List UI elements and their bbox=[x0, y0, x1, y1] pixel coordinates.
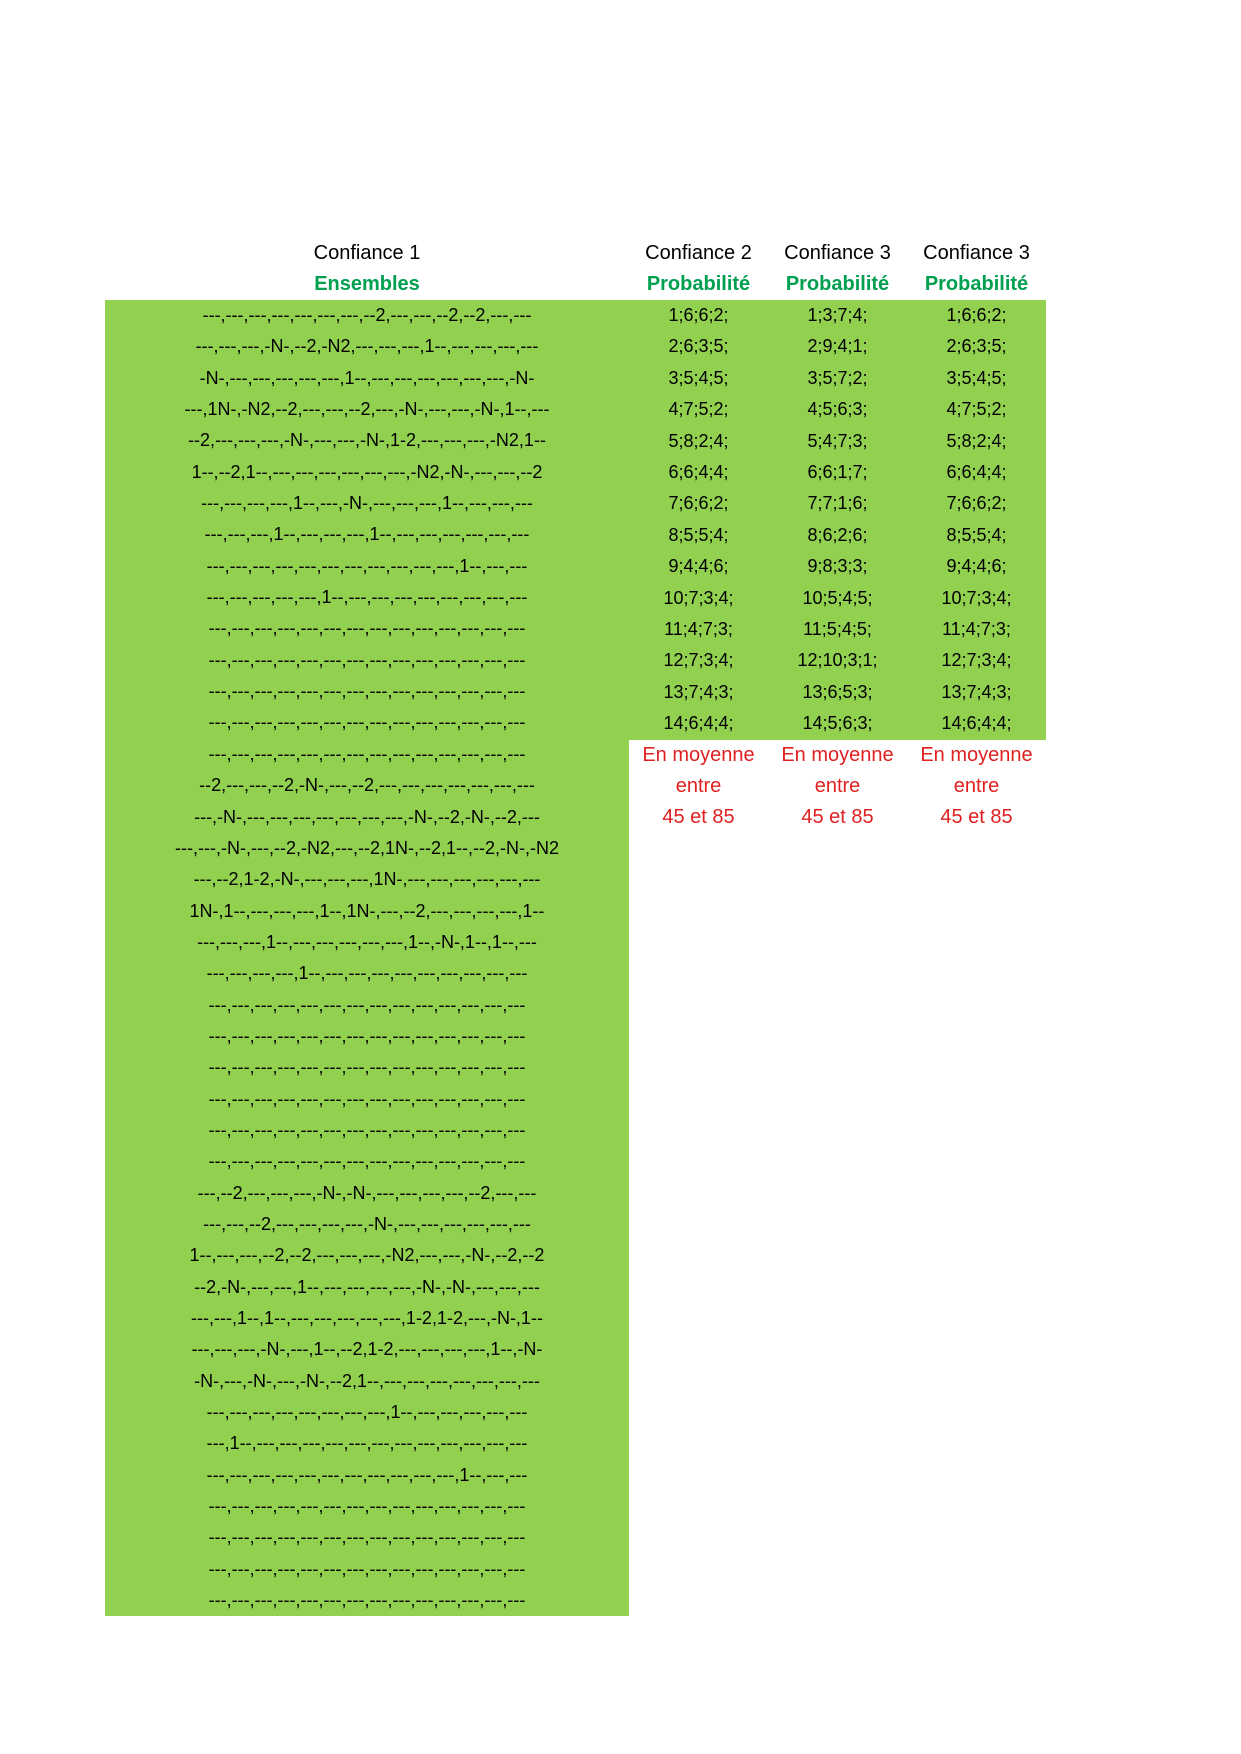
col4-subheader: Probabilité bbox=[924, 273, 1029, 295]
probabilite-cell: 3;5;7;2; bbox=[807, 367, 868, 388]
probabilite-cell: 10;7;3;4; bbox=[941, 587, 1012, 608]
ensemble-row: ---,1--,---,---,---,---,---,---,---,---,---,---,---,--- bbox=[206, 1433, 528, 1454]
ensemble-row: ---,---,---,---,---,---,---,---,---,---,---,---,---,--- bbox=[208, 1057, 526, 1078]
ensemble-row: --2,---,---,---,-N-,---,---,-N-,1-2,---,---,---,-N2,1-- bbox=[188, 430, 546, 451]
ensemble-row: ---,---,---,-N-,--2,-N2,---,---,---,1--,---,---,---,--- bbox=[195, 336, 539, 357]
ensemble-row: ---,1N-,-N2,--2,---,---,--2,---,-N-,---,---,-N-,1--,--- bbox=[184, 399, 550, 420]
probabilite-cell: 13;7;4;3; bbox=[941, 681, 1012, 702]
ensemble-row: ---,---,---,---,---,---,---,---,---,---,---,---,---,--- bbox=[208, 1590, 526, 1611]
ensemble-row: ---,-N-,---,---,---,---,---,---,---,-N-,--2,-N-,--2,--- bbox=[194, 806, 540, 827]
probabilite-cell: 4;7;5;2; bbox=[668, 399, 729, 420]
probabilite-cell: 10;5;4;5; bbox=[802, 587, 873, 608]
probabilite-cell: 11;5;4;5; bbox=[803, 618, 872, 639]
ensemble-row: 1N-,1--,---,---,---,1--,1N-,---,--2,---,---,---,---,1-- bbox=[189, 900, 545, 921]
probabilite-cell: 11;4;7;3; bbox=[664, 618, 733, 639]
ensemble-row: ---,---,---,---,---,---,---,---,---,---,---,---,---,--- bbox=[208, 1558, 526, 1579]
ensemble-row: ---,--2,1-2,-N-,---,---,---,1N-,---,---,---,---,---,--- bbox=[193, 869, 541, 890]
ensemble-row: ---,---,---,---,---,---,---,---,---,---,---,---,---,--- bbox=[208, 743, 526, 764]
probabilite-cell: 4;7;5;2; bbox=[946, 399, 1007, 420]
probabilite-cell: 5;8;2;4; bbox=[668, 430, 729, 451]
probabilite-cell: 12;10;3;1; bbox=[797, 650, 878, 671]
probabilite-cell: 2;9;4;1; bbox=[807, 336, 868, 357]
probabilite-cell: 5;8;2;4; bbox=[946, 430, 1007, 451]
note-line: 45 et 85 bbox=[801, 806, 874, 828]
note-col3 bbox=[768, 740, 907, 833]
note-line: En moyenne bbox=[781, 744, 894, 766]
note-line: En moyenne bbox=[642, 744, 755, 766]
ensemble-row: ---,---,---,---,---,---,---,---,---,---,---,---,---,--- bbox=[208, 1496, 526, 1517]
ensemble-row: 1--,---,---,--2,--2,---,---,---,-N2,---,---,-N-,--2,--2 bbox=[189, 1245, 545, 1266]
note-line: 45 et 85 bbox=[662, 806, 735, 828]
probabilite-cell: 12;7;3;4; bbox=[663, 650, 734, 671]
col1-subheader: Ensembles bbox=[314, 273, 420, 295]
probabilite-cell: 14;6;4;4; bbox=[663, 713, 734, 734]
ensemble-row: ---,---,---,---,1--,---,---,---,---,---,---,---,---,--- bbox=[206, 963, 528, 984]
ensemble-row: ---,---,---,---,---,---,---,---,---,---,---,1--,---,--- bbox=[206, 1464, 528, 1485]
probabilite-cell: 2;6;3;5; bbox=[946, 336, 1007, 357]
probabilite-cell: 1;3;7;4; bbox=[807, 305, 868, 325]
ensembles-column bbox=[105, 300, 629, 1616]
ensemble-row: ---,---,---,1--,---,---,---,---,---,1--,-N-,1--,1--,--- bbox=[197, 931, 537, 952]
ensembles-list bbox=[105, 300, 629, 1616]
ensemble-row: ---,---,---,-N-,---,1--,--2,1-2,---,---,---,---,1--,-N- bbox=[191, 1339, 543, 1360]
ensemble-row: 1--,--2,1--,---,---,---,---,---,---,-N2,-N-,---,---,--2 bbox=[191, 461, 543, 482]
probabilite-cell: 12;7;3;4; bbox=[941, 650, 1012, 671]
col2-header: Confiance 2 bbox=[645, 242, 752, 264]
ensemble-row: ---,---,---,---,---,---,---,---,---,---,---,---,---,--- bbox=[208, 1119, 526, 1140]
ensemble-row: ---,--2,---,---,---,-N-,-N-,---,---,---,---,--2,---,--- bbox=[197, 1182, 537, 1203]
probabilite-cell: 9;4;4;6; bbox=[668, 556, 729, 577]
note-line: entre bbox=[814, 775, 861, 797]
probabilite-cell: 5;4;7;3; bbox=[807, 430, 868, 451]
ensemble-row: ---,---,-N-,---,--2,-N2,---,--2,1N-,--2,1--,--2,-N-,-N2 bbox=[175, 837, 559, 858]
note-col2 bbox=[629, 740, 768, 833]
ensemble-row: ---,---,---,---,---,---,---,---,---,---,---,---,---,--- bbox=[208, 618, 526, 639]
ensemble-row: ---,---,---,---,---,---,---,---,---,---,---,1--,---,--- bbox=[206, 555, 528, 576]
probabilite-cell: 7;6;6;2; bbox=[946, 493, 1007, 514]
ensemble-row: ---,---,---,---,---,---,---,---,---,---,---,---,---,--- bbox=[208, 994, 526, 1015]
probabilites-block bbox=[629, 300, 1046, 740]
probabilite-cell: 8;6;2;6; bbox=[807, 524, 868, 545]
probabilite-cell: 2;6;3;5; bbox=[668, 336, 729, 357]
ensemble-row: ---,---,---,1--,---,---,---,1--,---,---,---,---,---,--- bbox=[204, 524, 530, 545]
probabilite-cell: 3;5;4;5; bbox=[946, 367, 1007, 388]
ensemble-row: -N-,---,---,---,---,---,1--,---,---,---,---,---,---,-N- bbox=[199, 367, 535, 388]
probabilite-cell: 11;4;7;3; bbox=[942, 618, 1011, 639]
probabilite-cell: 8;5;5;4; bbox=[946, 524, 1007, 545]
ensemble-row: -N-,---,-N-,---,-N-,--2,1--,---,---,---,---,---,---,--- bbox=[194, 1370, 540, 1391]
probabilite-cell: 13;6;5;3; bbox=[802, 681, 873, 702]
ensemble-row: ---,---,---,---,---,1--,---,---,---,---,---,---,---,--- bbox=[206, 587, 528, 608]
note-line: En moyenne bbox=[920, 744, 1033, 766]
ensemble-row: ---,---,---,---,---,---,---,---,---,---,---,---,---,--- bbox=[208, 1151, 526, 1172]
ensemble-row: ---,---,--2,---,---,---,---,-N-,---,---,---,---,---,--- bbox=[203, 1213, 531, 1234]
probabilite-cell: 14;5;6;3; bbox=[802, 713, 873, 734]
probabilite-cell: 7;7;1;6; bbox=[807, 493, 868, 514]
probabilite-cell: 14;6;4;4; bbox=[941, 713, 1012, 734]
probabilite-cell: 6;6;4;4; bbox=[668, 461, 729, 482]
probabilite-cell: 13;7;4;3; bbox=[663, 681, 734, 702]
col2-subheader: Probabilité bbox=[646, 273, 751, 295]
note-line: entre bbox=[953, 775, 1000, 797]
col3-header: Confiance 3 bbox=[784, 242, 891, 264]
probabilite-column-2 bbox=[629, 300, 768, 739]
note-line: 45 et 85 bbox=[940, 806, 1013, 828]
ensemble-row: --2,---,---,--2,-N-,---,--2,---,---,---,---,---,---,--- bbox=[199, 775, 535, 796]
ensemble-row: ---,---,---,---,---,---,---,--2,---,---,--2,--2,---,--- bbox=[202, 305, 532, 325]
ensemble-row: ---,---,---,---,---,---,---,---,1--,---,---,---,---,--- bbox=[206, 1402, 528, 1423]
probabilite-cell: 9;4;4;6; bbox=[946, 556, 1007, 577]
col4-header: Confiance 3 bbox=[923, 242, 1030, 264]
col1-header: Confiance 1 bbox=[313, 242, 421, 264]
probabilite-cell: 4;5;6;3; bbox=[807, 399, 868, 420]
probabilite-cell: 3;5;4;5; bbox=[668, 367, 729, 388]
probabilite-cell: 9;8;3;3; bbox=[807, 556, 868, 577]
ensemble-row: ---,---,---,---,---,---,---,---,---,---,---,---,---,--- bbox=[208, 1088, 526, 1109]
probabilite-column-3 bbox=[768, 300, 907, 739]
probabilite-cell: 1;6;6;2; bbox=[668, 305, 729, 325]
probabilite-cell: 7;6;6;2; bbox=[668, 493, 729, 514]
ensemble-row: ---,---,---,---,1--,---,-N-,---,---,---,1--,---,---,--- bbox=[201, 493, 533, 514]
col3-subheader: Probabilité bbox=[785, 273, 890, 295]
probabilite-cell: 6;6;1;7; bbox=[807, 461, 868, 482]
probabilite-column-4 bbox=[907, 300, 1046, 739]
probabilite-cell: 10;7;3;4; bbox=[663, 587, 734, 608]
note-col4 bbox=[907, 740, 1046, 833]
ensemble-row: ---,---,---,---,---,---,---,---,---,---,---,---,---,--- bbox=[208, 681, 526, 702]
ensemble-row: ---,---,---,---,---,---,---,---,---,---,---,---,---,--- bbox=[208, 649, 526, 670]
ensemble-row: --2,-N-,---,---,1--,---,---,---,---,-N-,-N-,---,---,--- bbox=[194, 1276, 540, 1297]
probabilite-cell: 8;5;5;4; bbox=[668, 524, 729, 545]
ensemble-row: ---,---,1--,1--,---,---,---,---,---,1-2,1-2,---,-N-,1-- bbox=[191, 1308, 543, 1328]
note-line: entre bbox=[675, 775, 722, 797]
probabilite-cell: 6;6;4;4; bbox=[946, 461, 1007, 482]
ensemble-row: ---,---,---,---,---,---,---,---,---,---,---,---,---,--- bbox=[208, 1025, 526, 1046]
ensemble-row: ---,---,---,---,---,---,---,---,---,---,---,---,---,--- bbox=[208, 712, 526, 733]
probabilite-cell: 1;6;6;2; bbox=[946, 305, 1007, 325]
ensemble-row: ---,---,---,---,---,---,---,---,---,---,---,---,---,--- bbox=[208, 1527, 526, 1548]
